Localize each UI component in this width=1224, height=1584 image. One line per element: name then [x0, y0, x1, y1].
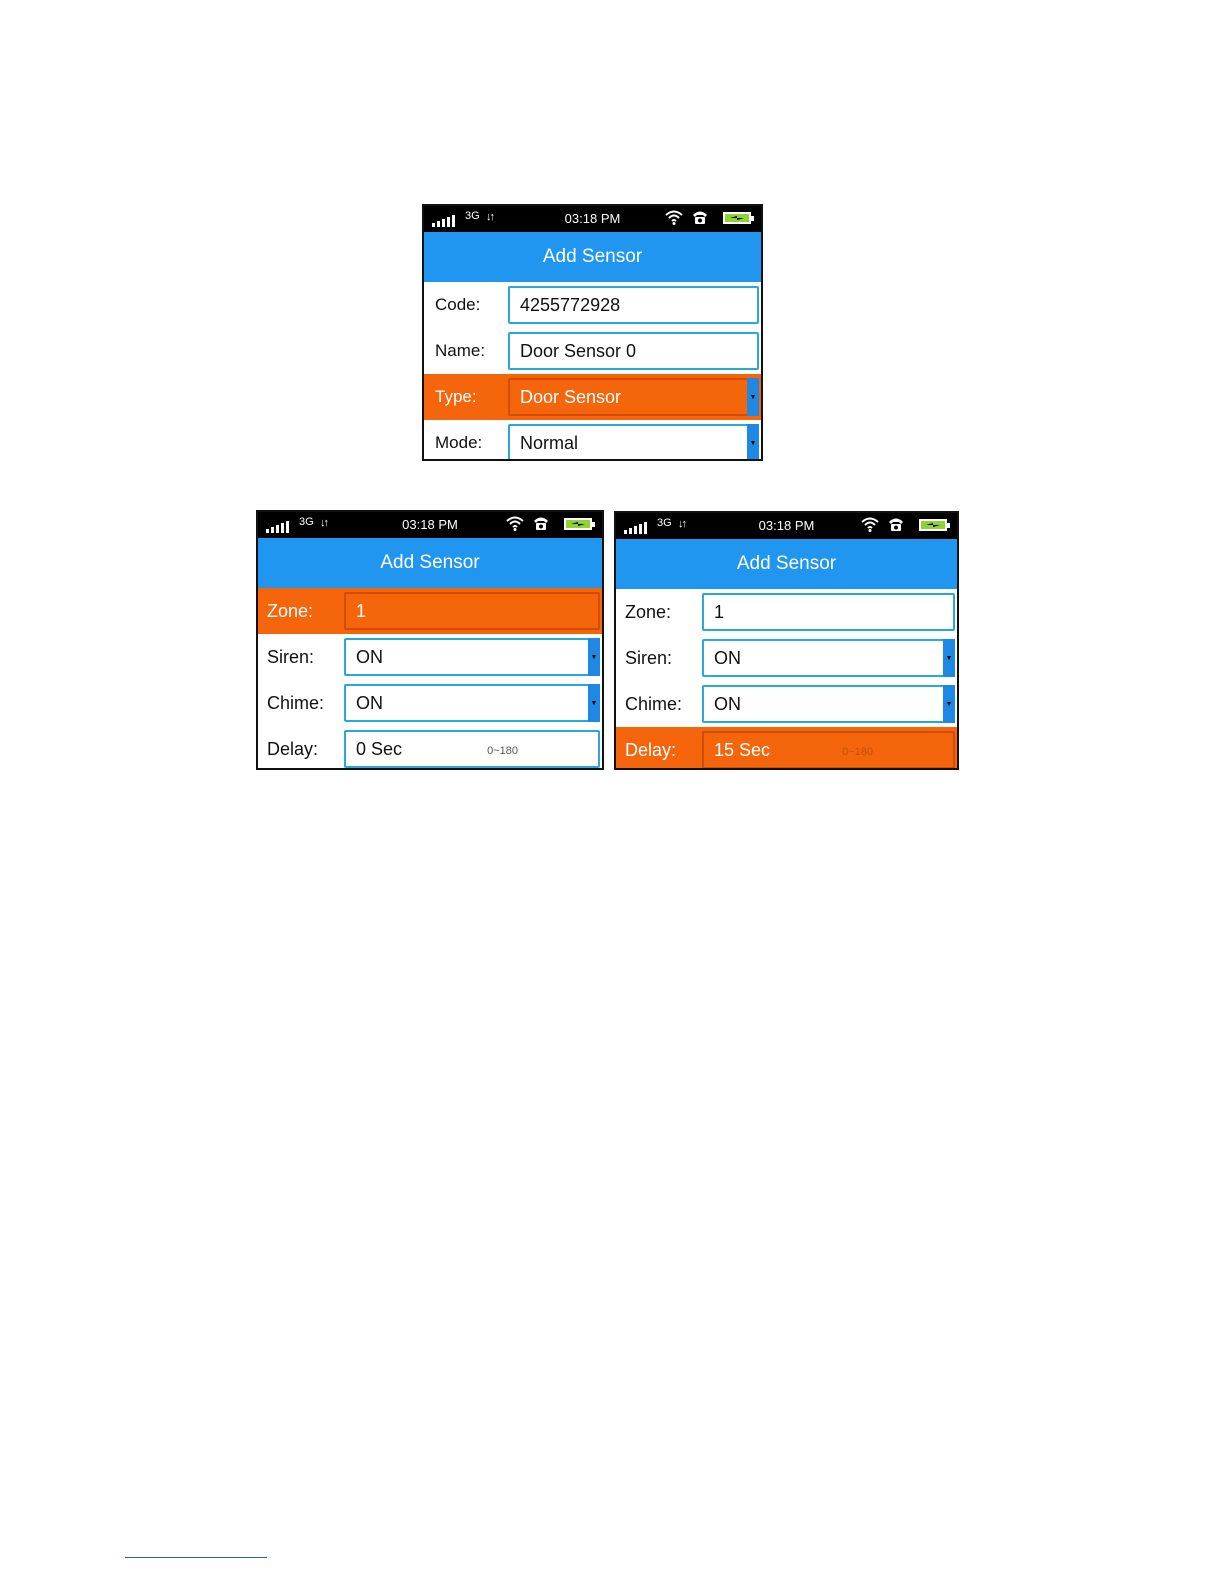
- status-time: 03:18 PM: [564, 211, 621, 226]
- siren-select[interactable]: [344, 638, 600, 676]
- dropdown-arrow-icon[interactable]: ▼: [747, 378, 759, 416]
- mode-value: Normal: [520, 432, 579, 453]
- mode-row: [424, 420, 761, 461]
- network-type: 3G: [299, 516, 314, 528]
- battery-charging-icon: [723, 212, 751, 224]
- data-arrows-icon: ↓↑: [320, 517, 327, 529]
- siren-label: Siren:: [625, 647, 673, 668]
- code-input[interactable]: [508, 286, 759, 324]
- zone-value: 1: [714, 601, 725, 622]
- name-value: Door Sensor 0: [520, 340, 637, 361]
- wifi-icon: [861, 516, 879, 535]
- zone-label: Zone:: [625, 601, 672, 622]
- status-bar: [616, 513, 957, 539]
- name-label: Name:: [435, 341, 486, 360]
- type-select[interactable]: [508, 378, 759, 416]
- data-arrows-icon: ↓↑: [486, 211, 493, 223]
- dropdown-arrow-icon[interactable]: ▼: [943, 685, 955, 723]
- battery-charging-icon: [919, 519, 947, 531]
- wifi-icon: [506, 515, 524, 534]
- type-label: Type:: [435, 387, 477, 406]
- dropdown-arrow-icon[interactable]: ▼: [747, 424, 759, 461]
- phone-icon: [533, 515, 549, 534]
- code-row: [424, 282, 761, 328]
- device-screen-1: [422, 204, 763, 461]
- siren-value: ON: [356, 646, 383, 667]
- phone-icon: [888, 516, 904, 535]
- status-bar: [258, 512, 602, 538]
- delay-label: Delay:: [267, 738, 319, 759]
- chime-row: [258, 680, 602, 726]
- chime-row: [616, 681, 957, 727]
- zone-label: Zone:: [267, 600, 314, 621]
- dropdown-arrow-icon[interactable]: ▼: [588, 684, 600, 722]
- mode-label: Mode:: [435, 433, 483, 452]
- dropdown-arrow-icon[interactable]: ▼: [588, 638, 600, 676]
- footnote-divider: [125, 1557, 267, 1558]
- chime-select[interactable]: [702, 685, 955, 723]
- code-label: Code:: [435, 295, 481, 314]
- siren-label: Siren:: [267, 646, 315, 667]
- screen-title: Add Sensor: [258, 538, 602, 588]
- chime-value: ON: [356, 692, 383, 713]
- delay-value: 15 Sec: [714, 739, 771, 760]
- screen-title: Add Sensor: [424, 232, 761, 282]
- zone-row: [258, 588, 602, 634]
- data-arrows-icon: ↓↑: [678, 518, 685, 530]
- screen-title: Add Sensor: [616, 539, 957, 589]
- status-time: 03:18 PM: [402, 517, 458, 532]
- code-value: 4255772928: [520, 294, 621, 315]
- name-row: [424, 328, 761, 374]
- dropdown-arrow-icon[interactable]: ▼: [943, 639, 955, 677]
- name-input[interactable]: [508, 332, 759, 370]
- wifi-icon: [665, 209, 683, 228]
- phone-icon: [692, 209, 708, 228]
- device-screen-3: [614, 511, 959, 770]
- type-row: [424, 374, 761, 420]
- type-value: Door Sensor: [520, 386, 622, 407]
- chime-label: Chime:: [267, 692, 325, 713]
- zone-row: [616, 589, 957, 635]
- chime-label: Chime:: [625, 693, 683, 714]
- delay-input[interactable]: [702, 731, 955, 769]
- network-type: 3G: [465, 210, 480, 222]
- zone-value: 1: [356, 600, 367, 621]
- delay-value: 0 Sec: [356, 738, 403, 759]
- delay-range-hint: 0~180: [487, 745, 518, 757]
- zone-input[interactable]: [702, 593, 955, 631]
- delay-label: Delay:: [625, 739, 677, 760]
- zone-input[interactable]: [344, 592, 600, 630]
- chime-select[interactable]: [344, 684, 600, 722]
- mode-select[interactable]: [508, 424, 759, 461]
- siren-value: ON: [714, 647, 741, 668]
- siren-row: [258, 634, 602, 680]
- delay-input[interactable]: [344, 730, 600, 768]
- device-screen-2: [256, 510, 604, 770]
- siren-select[interactable]: [702, 639, 955, 677]
- status-bar: [424, 206, 761, 232]
- siren-row: [616, 635, 957, 681]
- battery-charging-icon: [564, 518, 592, 530]
- status-time: 03:18 PM: [758, 518, 815, 533]
- delay-row: [258, 726, 602, 770]
- network-type: 3G: [657, 517, 672, 529]
- chime-value: ON: [714, 693, 741, 714]
- delay-range-hint: 0~180: [842, 746, 873, 758]
- delay-row: [616, 727, 957, 770]
